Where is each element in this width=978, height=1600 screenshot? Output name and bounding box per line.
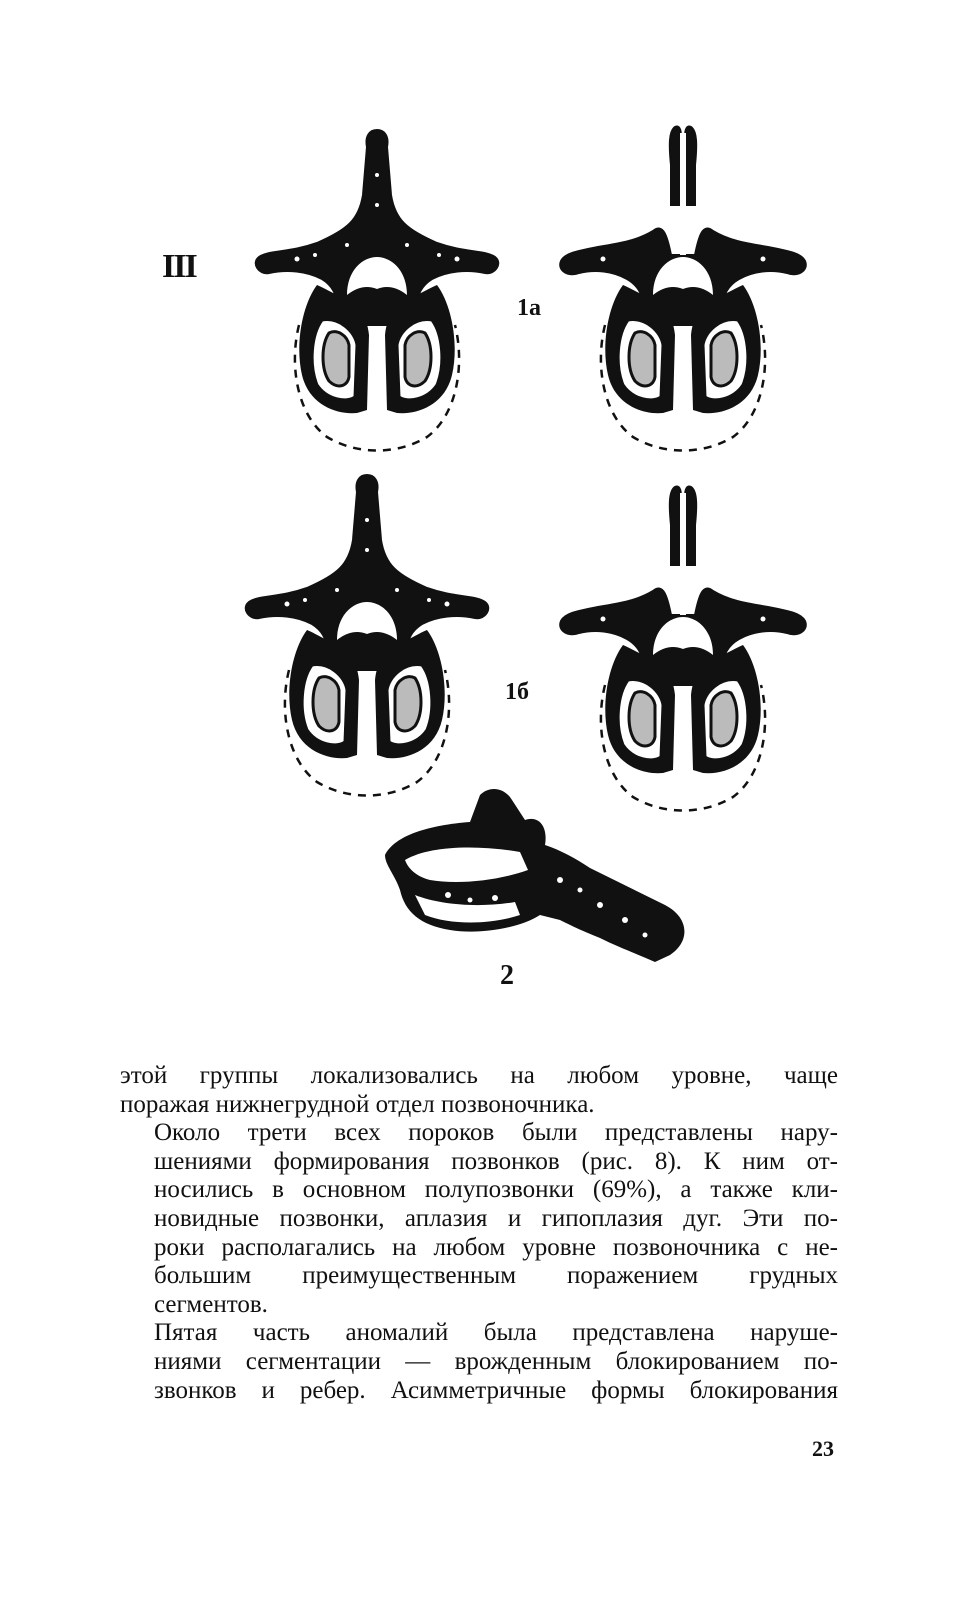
paragraph-1 xyxy=(120,1062,838,1119)
vertebra-1a-left xyxy=(256,130,499,451)
text-line: новидные позвонки, аплазия и гипоплазия дуг. Эти по- xyxy=(154,1204,838,1232)
figure-label-2: 2 xyxy=(500,960,514,991)
text-line: сегментов. xyxy=(154,1290,268,1318)
paragraph-3 xyxy=(120,1319,838,1405)
text-line: этой группы локализовались на любом уровне, чаще xyxy=(120,1062,838,1089)
vertebra-1b-right xyxy=(560,486,806,810)
figure-label-1a: 1a xyxy=(517,295,541,321)
text-line: Пятая часть аномалий была представлена наруше- xyxy=(154,1319,838,1347)
page-number: 23 xyxy=(812,1436,834,1461)
vertebra-1b-left xyxy=(246,475,489,796)
figure-roman-label: III xyxy=(162,248,196,285)
text-line: большим преимущественным поражением грудных xyxy=(154,1262,838,1290)
text-line: Около трети всех пороков были представлены нару- xyxy=(154,1119,838,1147)
text-line: роки располагались на любом уровне позвоночника с не- xyxy=(154,1233,838,1261)
text-line: ниями сегментации — врожденным блокированием по- xyxy=(154,1347,838,1375)
text-line: звонков и ребер. Асимметричные формы блокирования xyxy=(154,1376,838,1404)
vertebra-1a-right xyxy=(560,126,806,450)
text-line: носились в основном полупозвонки (69%), а также кли- xyxy=(154,1176,838,1204)
text-line: поражая нижнегрудной отдел позвоночника. xyxy=(120,1090,595,1118)
body-text xyxy=(120,1062,838,1405)
vertebra-2-side-view xyxy=(385,789,684,962)
figure-label-1b: 1б xyxy=(505,679,529,705)
paragraph-2 xyxy=(120,1119,838,1319)
text-line: шениями формирования позвонков (рис. 8). К ним от- xyxy=(154,1147,838,1175)
